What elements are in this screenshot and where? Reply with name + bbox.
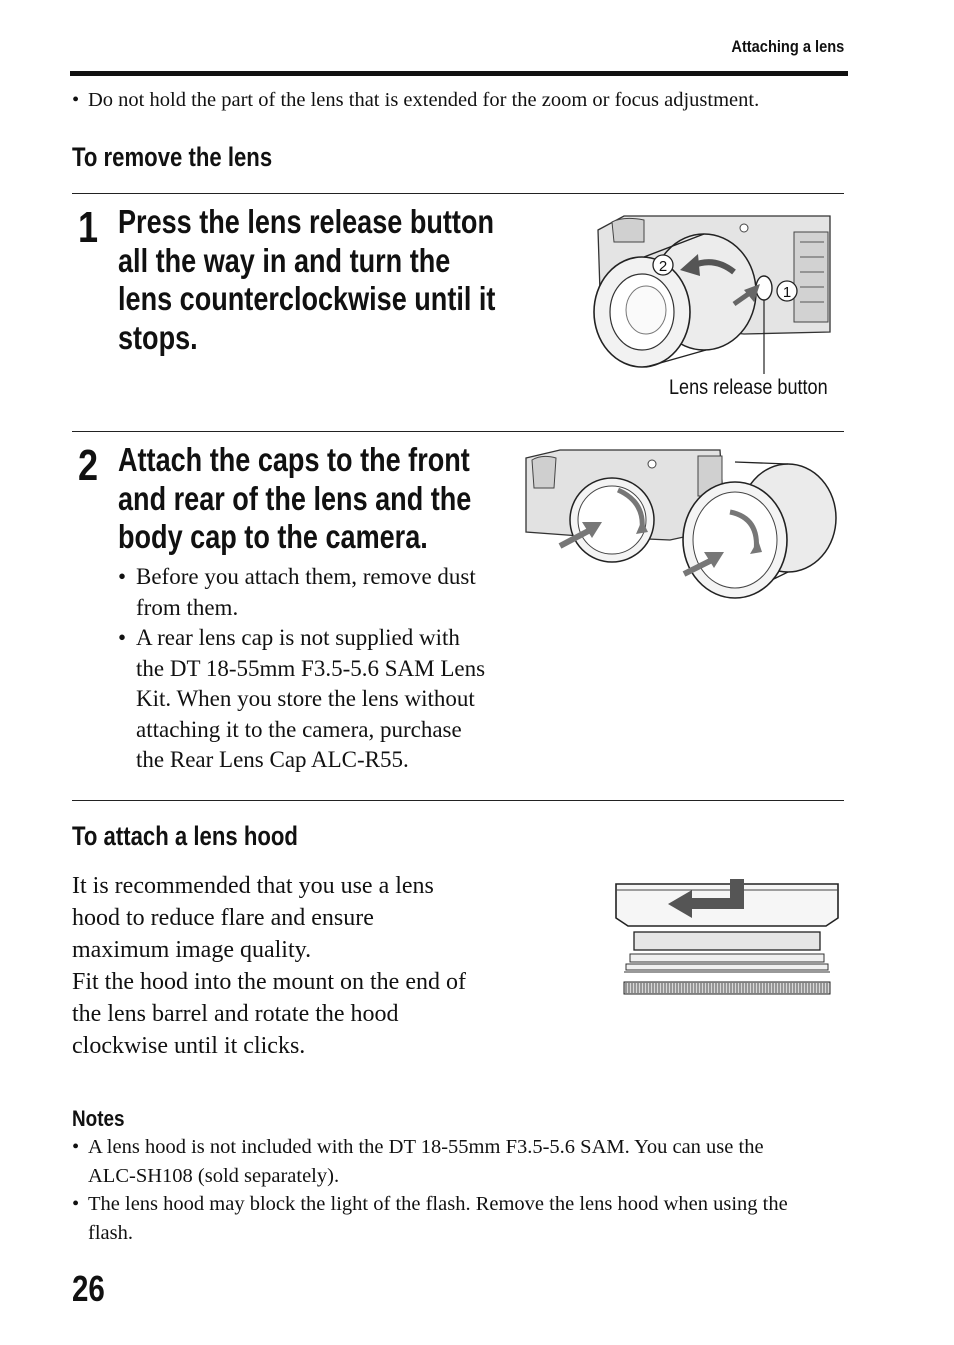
list-item xyxy=(118,562,518,623)
step-1-line: Press the lens release button xyxy=(118,203,494,240)
list-item-line: Before you attach them, remove dust xyxy=(136,564,476,589)
notes-title: Notes xyxy=(72,1106,125,1131)
intro-bullet xyxy=(72,89,760,111)
paragraph-line: Fit the hood into the mount on the end of xyxy=(72,969,466,995)
step-2-line: Attach the caps to the front xyxy=(118,441,470,478)
bullet-glyph: • xyxy=(118,625,127,650)
list-item-line: ALC-SH108 (sold separately). xyxy=(88,1164,340,1187)
step-2-instruction xyxy=(118,441,512,557)
step-2-line: and rear of the lens and the xyxy=(118,479,472,517)
paragraph-line: clockwise until it clicks. xyxy=(72,1033,306,1059)
step-2-number: 2 xyxy=(78,441,99,490)
list-item-line: Kit. When you store the lens without xyxy=(136,686,475,711)
step-1-number: 1 xyxy=(78,203,99,252)
list-item xyxy=(118,623,518,776)
divider xyxy=(72,800,844,801)
caps-attachment-illustration xyxy=(520,448,840,603)
list-item-line: from them. xyxy=(136,594,239,620)
page-number: 26 xyxy=(72,1268,105,1309)
section-header-title: Attaching a lens xyxy=(731,37,844,56)
list-item-line: the Rear Lens Cap ALC-R55. xyxy=(136,747,409,772)
list-item xyxy=(72,1133,788,1190)
list-item xyxy=(72,1190,788,1247)
callout-2-label: 2 xyxy=(658,258,668,275)
lens-hood-heading: To attach a lens hood xyxy=(72,821,298,851)
step-2-line: body cap to the camera. xyxy=(118,518,428,555)
header-rule xyxy=(70,71,848,76)
notes-list xyxy=(72,1133,788,1247)
bullet-glyph: • xyxy=(72,1136,80,1158)
divider xyxy=(72,431,844,432)
paragraph-line: maximum image quality. xyxy=(72,937,312,963)
bullet-glyph: • xyxy=(72,1193,80,1215)
lens-hood-paragraph xyxy=(72,870,466,1062)
list-item-line: attaching it to the camera, purchase xyxy=(136,716,462,742)
bullet-glyph: • xyxy=(118,564,127,589)
callout-1-label: 1 xyxy=(782,284,792,301)
list-item-line: the DT 18-55mm F3.5-5.6 SAM Lens xyxy=(136,655,486,681)
bullet-glyph: • xyxy=(72,89,80,111)
lens-release-button-caption: Lens release button xyxy=(669,376,828,399)
remove-lens-heading: To remove the lens xyxy=(72,142,273,172)
step-1-instruction xyxy=(118,203,512,357)
lens-removal-illustration xyxy=(594,212,834,372)
paragraph-line: hood to reduce flare and ensure xyxy=(72,905,374,931)
step-1-line: all the way in and turn the xyxy=(118,241,451,279)
step-1-line: stops. xyxy=(118,318,198,356)
lens-hood-illustration xyxy=(612,876,842,996)
list-item-line: flash. xyxy=(88,1221,133,1244)
list-item-line: A rear lens cap is not supplied with xyxy=(136,625,460,650)
divider xyxy=(72,193,844,194)
paragraph-line: the lens barrel and rotate the hood xyxy=(72,1001,399,1027)
list-item-line: A lens hood is not included with the DT 18-55mm F3.5-5.6 SAM. You can use the xyxy=(88,1136,764,1158)
paragraph-line: It is recommended that you use a lens xyxy=(72,873,434,899)
list-item-line: The lens hood may block the light of the flash. Remove the lens hood when using the xyxy=(88,1193,788,1215)
intro-bullet-text: Do not hold the part of the lens that is extended for the zoom or focus adjustment. xyxy=(88,89,760,111)
step-2-bullets xyxy=(118,562,518,776)
step-1-line: lens counterclockwise until it xyxy=(118,280,496,317)
